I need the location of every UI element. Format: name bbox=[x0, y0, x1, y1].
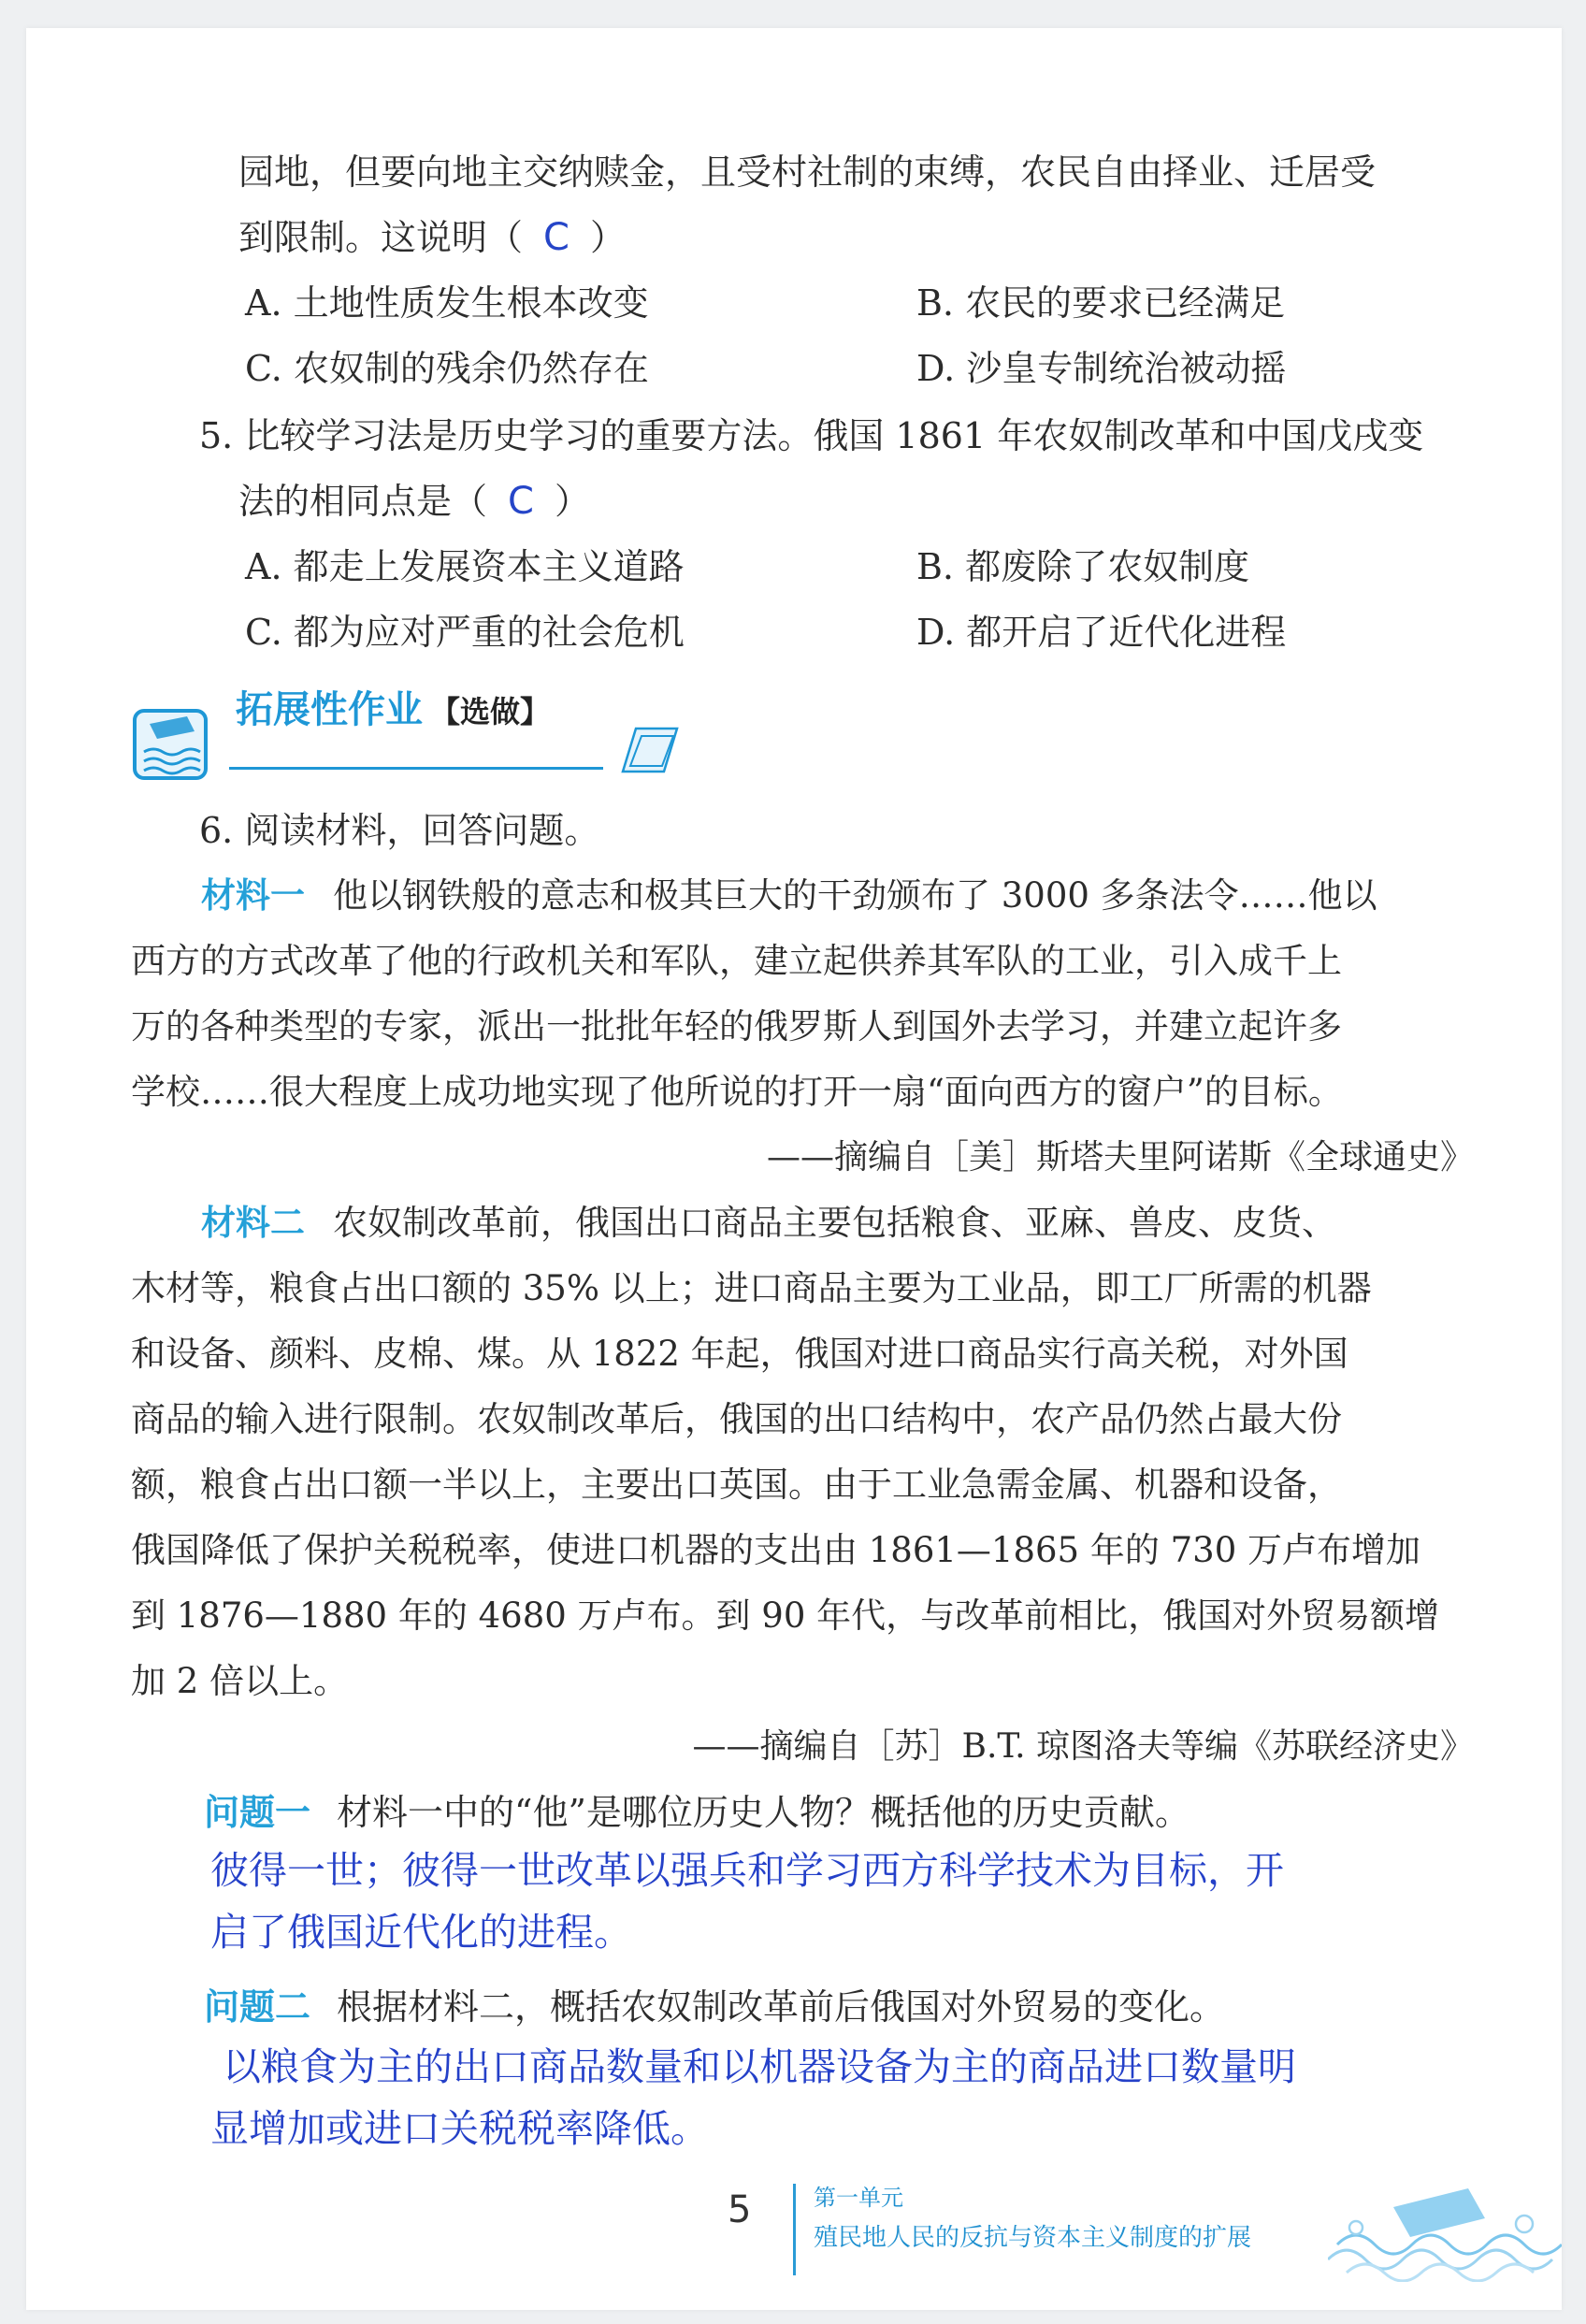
material2-line-3: 和设备、颜料、皮棉、煤。从 1822 年起，俄国对进口商品实行高关税，对外国 bbox=[131, 1334, 1348, 1374]
material2-line-8: 加 2 倍以上。 bbox=[131, 1661, 349, 1701]
q5-stem-line-1: 5. 比较学习法是历史学习的重要方法。俄国 1861 年农奴制改革和中国戊戌变 bbox=[199, 415, 1424, 456]
material1-source: ——摘编自［美］斯塔夫里阿诺斯《全球通史》 bbox=[766, 1138, 1474, 1176]
question2-label: 问题二 bbox=[204, 1986, 311, 2028]
q5-stem-close: ） bbox=[554, 481, 590, 522]
answer2-line-1: 以粮食为主的出口商品数量和以机器设备为主的商品进口数量明 bbox=[223, 2044, 1296, 2089]
footer-unit-topic: 殖民地人民的反抗与资本主义制度的扩展 bbox=[814, 2224, 1252, 2252]
q4-stem-line-2 bbox=[238, 215, 626, 260]
section-title bbox=[236, 686, 550, 736]
section-underline bbox=[229, 767, 603, 770]
answer1-line-2: 启了俄国近代化的进程。 bbox=[210, 1910, 632, 1955]
question2 bbox=[204, 1985, 1225, 2029]
material1-line-1 bbox=[201, 873, 1377, 918]
q5-option-c: C. 都为应对严重的社会危机 bbox=[245, 612, 685, 653]
material2-line-7: 到 1876—1880 年的 4680 万卢布。到 90 年代，与改革前相比，俄国对外贸易额增 bbox=[131, 1595, 1440, 1636]
section-book-icon bbox=[129, 703, 213, 787]
material2-line-2: 木材等，粮食占出口额的 35% 以上；进口商品主要为工业品，即工厂所需的机器 bbox=[131, 1268, 1372, 1308]
q4-option-c: C. 农奴制的残余仍然存在 bbox=[245, 348, 649, 389]
q5-stem-line-2 bbox=[238, 479, 590, 524]
material1-line-3: 万的各种类型的专家，派出一批批年轻的俄罗斯人到国外去学习，并建立起许多 bbox=[131, 1006, 1342, 1047]
question1-label: 问题一 bbox=[204, 1792, 311, 1833]
answer1-line-1: 彼得一世；彼得一世改革以强兵和学习西方科学技术为目标，开 bbox=[210, 1848, 1284, 1893]
material1-text-1: 他以钢铁般的意志和极其巨大的干劲颁布了 3000 多条法令……他以 bbox=[333, 875, 1377, 916]
question2-text: 根据材料二，概括农奴制改革前后俄国对外贸易的变化。 bbox=[337, 1986, 1226, 2028]
question1-text: 材料一中的“他”是哪位历史人物？概括他的历史贡献。 bbox=[337, 1792, 1190, 1833]
material2-line-5: 额，粮食占出口额一半以上，主要出口英国。由于工业急需金属、机器和设备， bbox=[131, 1465, 1342, 1505]
q4-stem-close: ） bbox=[589, 217, 626, 258]
material2-label: 材料二 bbox=[201, 1203, 305, 1243]
page-number: 5 bbox=[728, 2188, 752, 2231]
q4-option-b: B. 农民的要求已经满足 bbox=[916, 282, 1286, 324]
q5-stem-text: 法的相同点是（ bbox=[238, 481, 488, 522]
material2-text-1: 农奴制改革前，俄国出口商品主要包括粮食、亚麻、兽皮、皮货、 bbox=[333, 1203, 1336, 1243]
section-optional-note: 【选做】 bbox=[430, 694, 551, 729]
q4-option-a: A. 土地性质发生根本改变 bbox=[245, 282, 649, 324]
material1-label: 材料一 bbox=[201, 875, 305, 916]
material2-line-1 bbox=[201, 1201, 1336, 1246]
wave-decoration-icon bbox=[1328, 2179, 1562, 2282]
q5-answer: C bbox=[508, 480, 534, 523]
material1-line-4: 学校……很大程度上成功地实现了他所说的打开一扇“面向西方的窗户”的目标。 bbox=[131, 1072, 1343, 1112]
footer-divider bbox=[793, 2184, 796, 2275]
q6-prompt: 6. 阅读材料，回答问题。 bbox=[199, 810, 600, 851]
material1-line-2: 西方的方式改革了他的行政机关和军队，建立起供养其军队的工业，引入成千上 bbox=[131, 941, 1342, 981]
section-pages-icon bbox=[619, 725, 681, 777]
q4-stem-text: 到限制。这说明（ bbox=[238, 217, 524, 258]
question1 bbox=[204, 1790, 1190, 1835]
q4-answer: C bbox=[543, 216, 570, 259]
q4-option-d: D. 沙皇专制统治被动摇 bbox=[916, 348, 1287, 389]
q5-option-d: D. 都开启了近代化进程 bbox=[916, 612, 1287, 653]
material2-line-6: 俄国降低了保护关税税率，使进口机器的支出由 1861—1865 年的 730 万卢布增加 bbox=[131, 1530, 1420, 1570]
material2-line-4: 商品的输入进行限制。农奴制改革后，俄国的出口结构中，农产品仍然占最大份 bbox=[131, 1399, 1342, 1439]
q4-stem-line-1: 园地，但要向地主交纳赎金，且受村社制的束缚，农民自由择业、迁居受 bbox=[238, 152, 1377, 193]
q5-option-a: A. 都走上发展资本主义道路 bbox=[245, 546, 685, 587]
q5-option-b: B. 都废除了农奴制度 bbox=[916, 546, 1250, 587]
footer-unit-label: 第一单元 bbox=[814, 2185, 903, 2211]
section-title-text: 拓展性作业 bbox=[236, 688, 423, 731]
material2-source: ——摘编自［苏］B.T. 琼图洛夫等编《苏联经济史》 bbox=[692, 1727, 1474, 1766]
answer2-line-2: 显增加或进口关税税率降低。 bbox=[210, 2106, 709, 2151]
